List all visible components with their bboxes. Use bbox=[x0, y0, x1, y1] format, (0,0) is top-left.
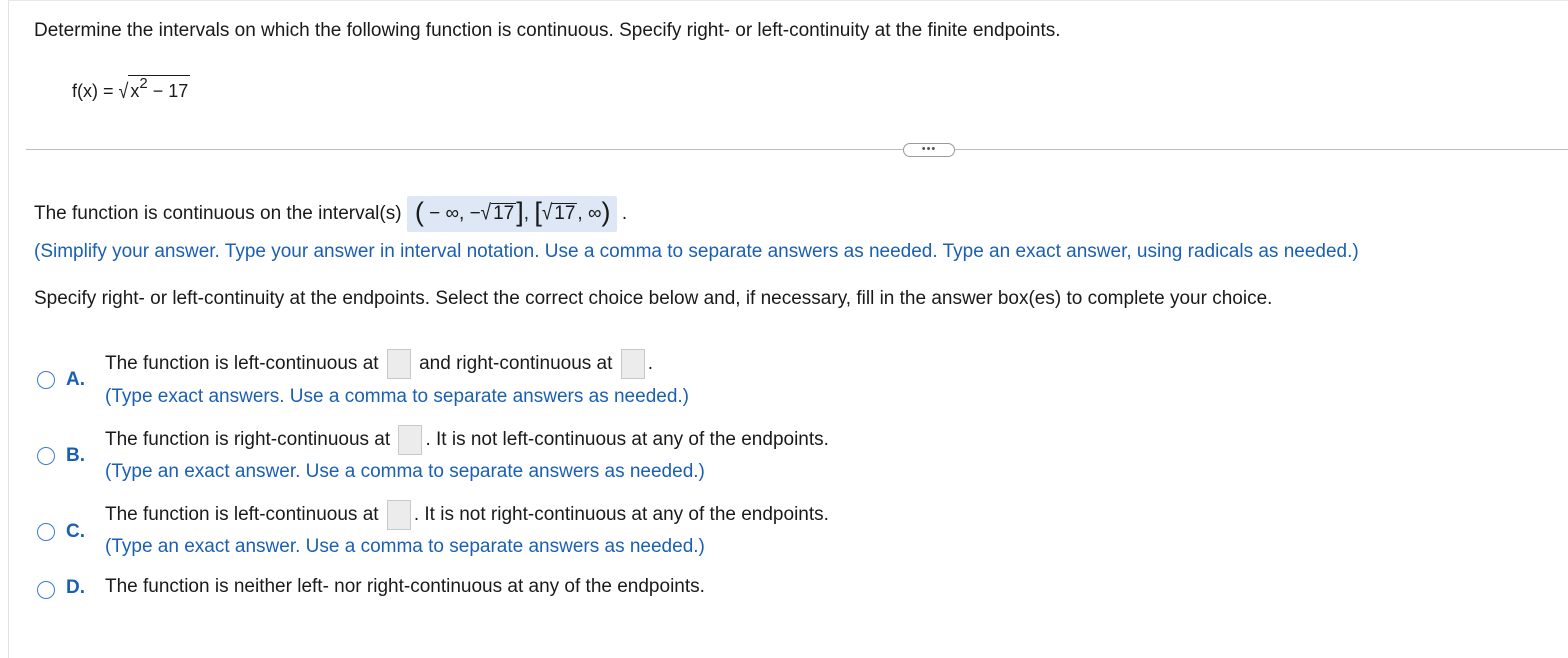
choice-c-hint: (Type an exact answer. Use a comma to separate answers as needed.) bbox=[105, 536, 705, 557]
sqrt-symbol-b: √ bbox=[541, 201, 553, 226]
question-prompt: Determine the intervals on which the following function is continuous. Specify right- or left-continuity at the finite endpoints. bbox=[34, 20, 1061, 41]
choice-b-text1: The function is right-continuous at bbox=[105, 429, 391, 451]
answer-lead: The function is continuous on the interval(s) bbox=[34, 203, 402, 224]
close-bracket: ] bbox=[516, 197, 524, 227]
answer-input[interactable] bbox=[407, 196, 617, 232]
choice-a-text2: and right-continuous at bbox=[419, 353, 613, 375]
choice-a-input-right[interactable] bbox=[621, 349, 645, 379]
radio-choice-d[interactable] bbox=[37, 581, 55, 599]
choice-a-hint: (Type exact answers. Use a comma to separate answers as needed.) bbox=[105, 386, 689, 407]
choice-a-text3: . bbox=[647, 353, 653, 375]
divider-left bbox=[26, 149, 903, 150]
specify-instruction: Specify right- or left-continuity at the endpoints. Select the correct choice below and, if necessary, fill in the answer box(es) to complete your choice. bbox=[34, 288, 1273, 309]
divider-right bbox=[955, 149, 1568, 150]
more-options-button[interactable]: ••• bbox=[903, 143, 955, 157]
top-border bbox=[8, 0, 1568, 1]
choice-c-line1 bbox=[105, 500, 829, 530]
left-border bbox=[8, 0, 9, 658]
neg-infinity: − ∞, − bbox=[429, 203, 481, 224]
pos-infinity: , ∞ bbox=[577, 203, 602, 224]
choice-a-text1: The function is left-continuous at bbox=[105, 353, 379, 375]
choice-b-hint: (Type an exact answer. Use a comma to separate answers as needed.) bbox=[105, 461, 705, 482]
choice-c-text2: . It is not right-continuous at any of the endpoints. bbox=[413, 504, 829, 526]
choice-b-letter: B. bbox=[66, 445, 85, 466]
radicand-b: 17 bbox=[554, 203, 576, 224]
choice-a-line1 bbox=[105, 349, 653, 379]
function-rest: − 17 bbox=[147, 81, 189, 101]
answer-line bbox=[34, 196, 627, 232]
choice-d-letter: D. bbox=[66, 577, 85, 598]
choice-a-input-left[interactable] bbox=[387, 349, 411, 379]
choice-c-input[interactable] bbox=[387, 500, 411, 530]
open-bracket: [ bbox=[534, 197, 542, 227]
radicand-a: 17 bbox=[493, 203, 515, 224]
radio-choice-a[interactable] bbox=[37, 371, 55, 389]
answer-period: . bbox=[621, 203, 628, 224]
function-exponent: 2 bbox=[139, 75, 148, 92]
close-paren: ) bbox=[601, 197, 611, 227]
choice-b-line1 bbox=[105, 425, 829, 455]
function-base: x bbox=[130, 81, 140, 101]
open-paren: ( bbox=[414, 197, 424, 227]
separator: , bbox=[523, 203, 530, 224]
radio-choice-c[interactable] bbox=[37, 523, 55, 541]
choice-b-input[interactable] bbox=[398, 425, 422, 455]
choice-d-text: The function is neither left- nor right-continuous at any of the endpoints. bbox=[105, 576, 705, 597]
sqrt-symbol: √ $x^2 - 17$ bbox=[118, 75, 189, 103]
choice-c-letter: C. bbox=[66, 521, 85, 542]
answer-hint: (Simplify your answer. Type your answer in interval notation. Use a comma to separate answers as needed. Type an exact answer, using radicals as needed.) bbox=[34, 241, 1359, 262]
choice-c-text1: The function is left-continuous at bbox=[105, 504, 379, 526]
choice-b-text2: . It is not left-continuous at any of the endpoints. bbox=[425, 429, 829, 451]
choice-a-letter: A. bbox=[66, 369, 85, 390]
function-lhs: f(x) = bbox=[72, 81, 119, 101]
radio-choice-b[interactable] bbox=[37, 447, 55, 465]
sqrt-symbol-a: √ bbox=[480, 201, 492, 226]
function-expression bbox=[72, 75, 190, 102]
